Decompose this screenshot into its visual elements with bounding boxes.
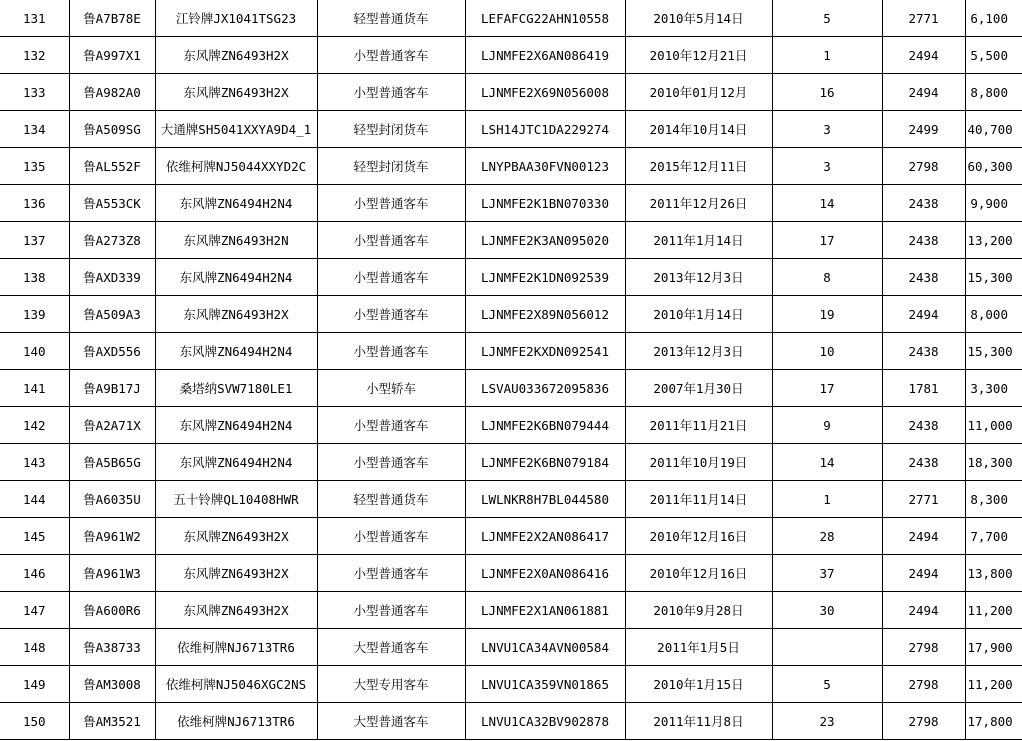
cell-registration-date: 2010年12月16日 [625,518,772,555]
cell-vehicle-type: 小型普通客车 [317,555,465,592]
table-row [0,518,1022,555]
table-row [0,296,1022,333]
cell-vehicle-type: 小型普通客车 [317,592,465,629]
cell-index: 150 [0,703,69,740]
cell-price: 17,900 [965,629,1022,666]
cell-vehicle-type: 大型专用客车 [317,666,465,703]
cell-vin: LJNMFE2KXDN092541 [465,333,625,370]
cell-price: 17,800 [965,703,1022,740]
cell-vin: LNYPBAA30FVN00123 [465,148,625,185]
cell-vehicle-type: 小型普通客车 [317,37,465,74]
cell-quantity: 30 [772,592,882,629]
cell-registration-date: 2013年12月3日 [625,333,772,370]
cell-vin: LJNMFE2X6AN086419 [465,37,625,74]
cell-plate: 鲁A38733 [69,629,155,666]
cell-registration-date: 2015年12月11日 [625,148,772,185]
cell-displacement: 2494 [882,592,965,629]
cell-vehicle-type: 小型轿车 [317,370,465,407]
cell-vin: LJNMFE2K1DN092539 [465,259,625,296]
cell-plate: 鲁A961W3 [69,555,155,592]
cell-displacement: 2438 [882,185,965,222]
cell-registration-date: 2010年12月21日 [625,37,772,74]
cell-quantity: 28 [772,518,882,555]
cell-vehicle-type: 大型普通客车 [317,703,465,740]
cell-vin: LJNMFE2X89N056012 [465,296,625,333]
cell-vin: LJNMFE2X0AN086416 [465,555,625,592]
cell-price: 13,200 [965,222,1022,259]
cell-index: 132 [0,37,69,74]
table-row [0,0,1022,37]
table-row [0,407,1022,444]
cell-price: 5,500 [965,37,1022,74]
cell-displacement: 2494 [882,555,965,592]
cell-brand-model: 东风牌ZN6494H2N4 [155,333,317,370]
cell-brand-model: 大通牌SH5041XXYA9D4_1 [155,111,317,148]
cell-displacement: 2494 [882,74,965,111]
table-row [0,444,1022,481]
cell-vehicle-type: 小型普通客车 [317,296,465,333]
table-row [0,148,1022,185]
cell-displacement: 2438 [882,407,965,444]
cell-brand-model: 东风牌ZN6493H2X [155,37,317,74]
cell-price: 8,800 [965,74,1022,111]
cell-price: 9,900 [965,185,1022,222]
cell-brand-model: 东风牌ZN6494H2N4 [155,259,317,296]
cell-vin: LJNMFE2X1AN061881 [465,592,625,629]
cell-registration-date: 2011年11月8日 [625,703,772,740]
cell-vehicle-type: 小型普通客车 [317,74,465,111]
cell-brand-model: 东风牌ZN6493H2X [155,518,317,555]
cell-plate: 鲁A600R6 [69,592,155,629]
table-row [0,111,1022,148]
cell-price: 7,700 [965,518,1022,555]
cell-index: 134 [0,111,69,148]
table-row [0,74,1022,111]
cell-quantity: 17 [772,222,882,259]
cell-vin: LJNMFE2K3AN095020 [465,222,625,259]
table-row [0,370,1022,407]
cell-quantity: 3 [772,111,882,148]
cell-displacement: 2771 [882,481,965,518]
cell-price: 11,200 [965,592,1022,629]
cell-index: 148 [0,629,69,666]
cell-plate: 鲁AM3008 [69,666,155,703]
cell-brand-model: 东风牌ZN6493H2X [155,555,317,592]
cell-vehicle-type: 小型普通客车 [317,518,465,555]
cell-registration-date: 2010年12月16日 [625,555,772,592]
cell-vehicle-type: 小型普通客车 [317,444,465,481]
cell-index: 136 [0,185,69,222]
cell-vehicle-type: 小型普通客车 [317,222,465,259]
cell-plate: 鲁A273Z8 [69,222,155,259]
table-row [0,333,1022,370]
cell-plate: 鲁A6035U [69,481,155,518]
table-row [0,222,1022,259]
cell-quantity: 5 [772,0,882,37]
cell-vehicle-type: 小型普通客车 [317,407,465,444]
cell-registration-date: 2010年1月14日 [625,296,772,333]
cell-vin: LJNMFE2K6BN079444 [465,407,625,444]
cell-vehicle-type: 轻型普通货车 [317,481,465,518]
cell-displacement: 2438 [882,444,965,481]
cell-registration-date: 2007年1月30日 [625,370,772,407]
cell-quantity: 9 [772,407,882,444]
cell-plate: 鲁A961W2 [69,518,155,555]
cell-registration-date: 2011年12月26日 [625,185,772,222]
cell-registration-date: 2011年10月19日 [625,444,772,481]
cell-quantity: 1 [772,481,882,518]
cell-vin: LSH14JTC1DA229274 [465,111,625,148]
table-row [0,259,1022,296]
cell-brand-model: 依维柯牌NJ6713TR6 [155,703,317,740]
cell-price: 11,200 [965,666,1022,703]
cell-price: 8,000 [965,296,1022,333]
cell-quantity: 5 [772,666,882,703]
cell-plate: 鲁A2A71X [69,407,155,444]
cell-registration-date: 2010年9月28日 [625,592,772,629]
cell-price: 11,000 [965,407,1022,444]
cell-registration-date: 2011年11月14日 [625,481,772,518]
cell-quantity: 14 [772,185,882,222]
cell-price: 8,300 [965,481,1022,518]
cell-displacement: 2771 [882,0,965,37]
cell-index: 133 [0,74,69,111]
cell-vin: LNVU1CA359VN01865 [465,666,625,703]
cell-quantity: 16 [772,74,882,111]
cell-quantity: 8 [772,259,882,296]
cell-brand-model: 五十铃牌QL10408HWR [155,481,317,518]
cell-price: 15,300 [965,333,1022,370]
cell-quantity: 19 [772,296,882,333]
cell-vehicle-type: 小型普通客车 [317,185,465,222]
table-row [0,37,1022,74]
cell-brand-model: 依维柯牌NJ5046XGC2NS [155,666,317,703]
cell-vehicle-type: 小型普通客车 [317,333,465,370]
cell-vin: LJNMFE2X2AN086417 [465,518,625,555]
table-row [0,592,1022,629]
cell-registration-date: 2010年5月14日 [625,0,772,37]
cell-plate: 鲁A509SG [69,111,155,148]
table-row [0,629,1022,666]
table-row [0,703,1022,740]
cell-brand-model: 东风牌ZN6493H2X [155,296,317,333]
cell-vin: LEFAFCG22AHN10558 [465,0,625,37]
cell-index: 135 [0,148,69,185]
cell-registration-date: 2010年1月15日 [625,666,772,703]
cell-vehicle-type: 小型普通客车 [317,259,465,296]
cell-index: 145 [0,518,69,555]
cell-quantity: 37 [772,555,882,592]
cell-plate: 鲁AL552F [69,148,155,185]
cell-plate: 鲁AXD556 [69,333,155,370]
cell-plate: 鲁A9B17J [69,370,155,407]
cell-vin: LJNMFE2K6BN079184 [465,444,625,481]
cell-vin: LJNMFE2X69N056008 [465,74,625,111]
cell-plate: 鲁A982A0 [69,74,155,111]
cell-plate: 鲁A997X1 [69,37,155,74]
cell-displacement: 2798 [882,148,965,185]
cell-registration-date: 2011年1月14日 [625,222,772,259]
cell-index: 142 [0,407,69,444]
cell-price: 3,300 [965,370,1022,407]
cell-price: 6,100 [965,0,1022,37]
table-row [0,666,1022,703]
cell-brand-model: 东风牌ZN6494H2N4 [155,185,317,222]
cell-brand-model: 依维柯牌NJ5044XXYD2C [155,148,317,185]
cell-index: 140 [0,333,69,370]
cell-displacement: 2438 [882,222,965,259]
cell-displacement: 2438 [882,333,965,370]
cell-quantity: 17 [772,370,882,407]
cell-brand-model: 江铃牌JX1041TSG23 [155,0,317,37]
cell-vin: LJNMFE2K1BN070330 [465,185,625,222]
cell-brand-model: 东风牌ZN6493H2X [155,592,317,629]
cell-plate: 鲁A7B78E [69,0,155,37]
cell-index: 139 [0,296,69,333]
cell-quantity [772,629,882,666]
cell-vin: LWLNKR8H7BL044580 [465,481,625,518]
cell-displacement: 2494 [882,296,965,333]
cell-displacement: 1781 [882,370,965,407]
cell-plate: 鲁AXD339 [69,259,155,296]
cell-index: 137 [0,222,69,259]
cell-displacement: 2494 [882,518,965,555]
cell-registration-date: 2014年10月14日 [625,111,772,148]
cell-vin: LNVU1CA34AVN00584 [465,629,625,666]
cell-registration-date: 2011年11月21日 [625,407,772,444]
cell-index: 143 [0,444,69,481]
table-row [0,185,1022,222]
cell-vehicle-type: 轻型封闭货车 [317,111,465,148]
cell-price: 40,700 [965,111,1022,148]
cell-registration-date: 2013年12月3日 [625,259,772,296]
cell-brand-model: 桑塔纳SVW7180LE1 [155,370,317,407]
cell-brand-model: 依维柯牌NJ6713TR6 [155,629,317,666]
table-row [0,481,1022,518]
cell-index: 141 [0,370,69,407]
cell-index: 131 [0,0,69,37]
cell-vehicle-type: 轻型封闭货车 [317,148,465,185]
cell-brand-model: 东风牌ZN6493H2X [155,74,317,111]
cell-quantity: 1 [772,37,882,74]
cell-price: 15,300 [965,259,1022,296]
cell-quantity: 23 [772,703,882,740]
cell-price: 60,300 [965,148,1022,185]
cell-plate: 鲁A5B65G [69,444,155,481]
cell-vin: LSVAU033672095836 [465,370,625,407]
cell-index: 149 [0,666,69,703]
cell-index: 147 [0,592,69,629]
cell-vehicle-type: 轻型普通货车 [317,0,465,37]
cell-vehicle-type: 大型普通客车 [317,629,465,666]
cell-price: 18,300 [965,444,1022,481]
cell-displacement: 2798 [882,666,965,703]
cell-displacement: 2798 [882,629,965,666]
cell-index: 144 [0,481,69,518]
cell-quantity: 10 [772,333,882,370]
cell-index: 138 [0,259,69,296]
cell-registration-date: 2010年01月12月 [625,74,772,111]
cell-brand-model: 东风牌ZN6493H2N [155,222,317,259]
cell-vin: LNVU1CA32BV902878 [465,703,625,740]
cell-quantity: 14 [772,444,882,481]
cell-index: 146 [0,555,69,592]
cell-displacement: 2438 [882,259,965,296]
cell-plate: 鲁AM3521 [69,703,155,740]
cell-displacement: 2798 [882,703,965,740]
cell-quantity: 3 [772,148,882,185]
table-row [0,555,1022,592]
cell-price: 13,800 [965,555,1022,592]
cell-brand-model: 东风牌ZN6494H2N4 [155,444,317,481]
cell-plate: 鲁A553CK [69,185,155,222]
cell-brand-model: 东风牌ZN6494H2N4 [155,407,317,444]
cell-plate: 鲁A509A3 [69,296,155,333]
cell-displacement: 2494 [882,37,965,74]
cell-displacement: 2499 [882,111,965,148]
cell-registration-date: 2011年1月5日 [625,629,772,666]
